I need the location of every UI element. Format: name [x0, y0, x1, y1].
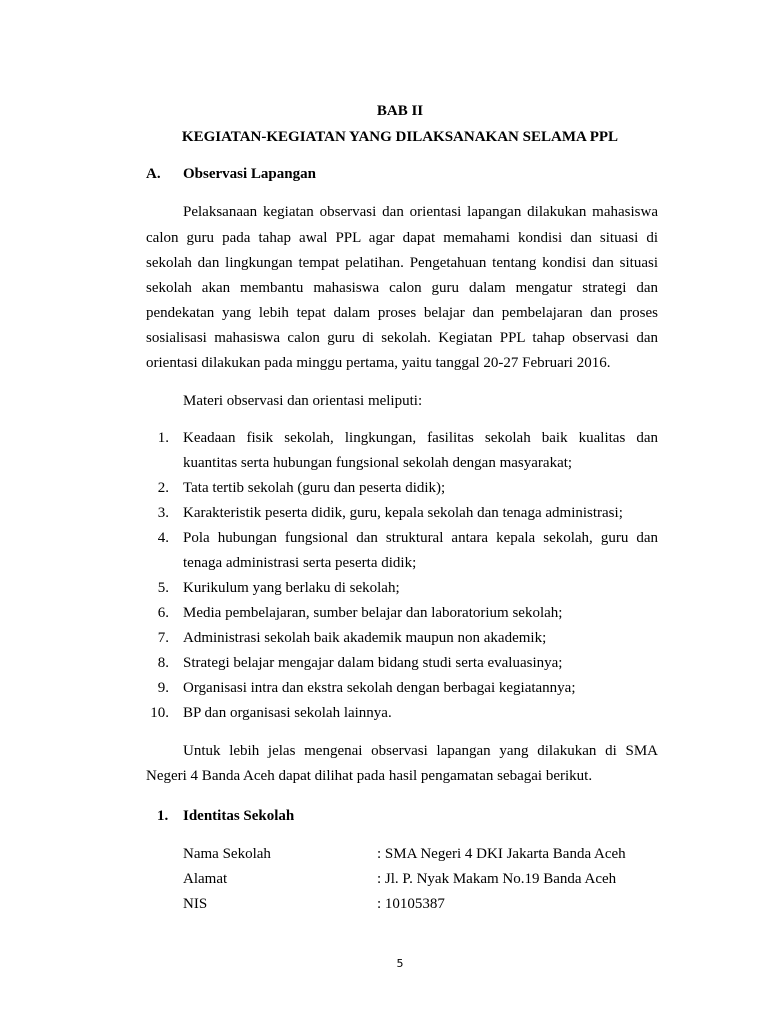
list-item-continuation: kuantitas serta hubungan fungsional sekolah dengan masyarakat;	[183, 455, 573, 471]
section-letter: A.	[146, 166, 161, 182]
list-item-continuation: tenaga administrasi serta peserta didik;	[183, 555, 417, 571]
identity-label: NIS	[183, 896, 208, 912]
chapter-title: KEGIATAN-KEGIATAN YANG DILAKSANAKAN SELAMA PPL	[181, 129, 619, 145]
list-number: 8.	[157, 655, 169, 671]
list-number: 10.	[150, 705, 169, 721]
paragraph-line: orientasi dilakukan pada minggu pertama, yaitu tanggal 20-27 Februari 2016.	[146, 355, 611, 371]
list-number: 9.	[157, 680, 169, 696]
paragraph-line: Untuk lebih jelas mengenai observasi lapangan yang dilakukan di SMA	[183, 743, 658, 759]
list-number: 5.	[157, 580, 169, 596]
list-number: 2.	[157, 480, 169, 496]
paragraph-line: Pelaksanaan kegiatan observasi dan orientasi lapangan dilakukan mahasiswa	[183, 204, 658, 220]
paragraph-line: sosialisasi mahasiswa calon guru di sekolah. Kegiatan PPL tahap observasi dan	[146, 330, 658, 346]
list-number: 1.	[157, 430, 169, 446]
chapter-label: BAB II	[376, 103, 424, 119]
paragraph-line: pendekatan yang lebih tepat dalam proses belajar dan pembelajaran dan proses	[146, 305, 658, 321]
paragraph-line: sekolah dan lingkungan tempat pelatihan. Pengetahuan tentang kondisi dan situasi	[146, 255, 658, 271]
list-number: 6.	[157, 605, 169, 621]
section-heading: Observasi Lapangan	[183, 166, 316, 182]
subsection-number: 1.	[157, 808, 169, 824]
list-number: 4.	[157, 530, 169, 546]
list-item: Organisasi intra dan ekstra sekolah dengan berbagai kegiatannya;	[183, 680, 576, 696]
identity-label: Alamat	[183, 871, 228, 887]
identity-value: : Jl. P. Nyak Makam No.19 Banda Aceh	[377, 871, 617, 887]
list-item: Media pembelajaran, sumber belajar dan laboratorium sekolah;	[183, 605, 563, 621]
paragraph-line: Negeri 4 Banda Aceh dapat dilihat pada hasil pengamatan sebagai berikut.	[146, 768, 593, 784]
list-number: 3.	[157, 505, 169, 521]
list-item: Kurikulum yang berlaku di sekolah;	[183, 580, 400, 596]
list-item: BP dan organisasi sekolah lainnya.	[183, 705, 392, 721]
subsection-heading: Identitas Sekolah	[183, 808, 295, 824]
paragraph-line: sekolah akan membantu mahasiswa calon guru dalam mengatur strategi dan	[146, 280, 658, 296]
identity-value: : 10105387	[377, 896, 445, 912]
list-item: Karakteristik peserta didik, guru, kepala sekolah dan tenaga administrasi;	[183, 505, 623, 521]
list-item: Strategi belajar mengajar dalam bidang studi serta evaluasinya;	[183, 655, 563, 671]
list-item: Pola hubungan fungsional dan struktural antara kepala sekolah, guru dan	[183, 530, 658, 546]
list-number: 7.	[157, 630, 169, 646]
page-number: 5	[396, 957, 404, 970]
list-item: Administrasi sekolah baik akademik maupun non akademik;	[183, 630, 547, 646]
list-item: Tata tertib sekolah (guru dan peserta didik);	[183, 480, 446, 496]
paragraph-line: calon guru pada tahap awal PPL agar dapat memahami kondisi dan situasi di	[146, 230, 658, 246]
materi-intro: Materi observasi dan orientasi meliputi:	[183, 393, 423, 409]
list-item: Keadaan fisik sekolah, lingkungan, fasilitas sekolah baik kualitas dan	[183, 430, 658, 446]
identity-value: : SMA Negeri 4 DKI Jakarta Banda Aceh	[377, 846, 626, 862]
identity-label: Nama Sekolah	[183, 846, 271, 862]
